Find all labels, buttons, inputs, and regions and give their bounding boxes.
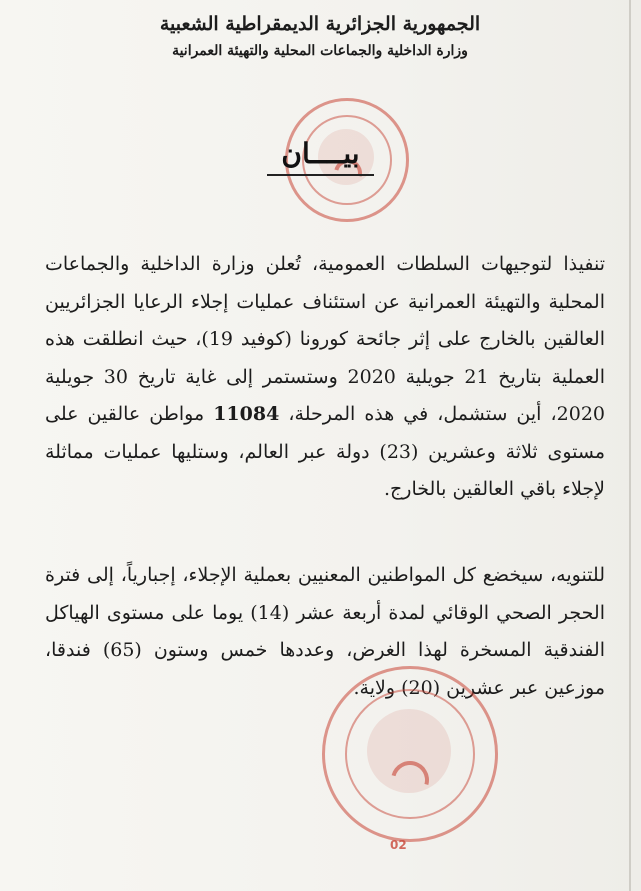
title-text: بيــــان (267, 137, 373, 176)
document-title (0, 137, 641, 170)
republic-name: الجمهورية الجزائرية الديمقراطية الشعبية (159, 13, 481, 35)
paragraph-1-part-2: مواطن عالقين على مستوى ثلاثة وعشرين (23) دولة عبر العالم، وستليها عمليات مماثلة لإجلاء باقي العالقين بالخارج. (45, 403, 606, 500)
paragraph-2: للتنويه، سيخضع كل المواطنين المعنيين بعملية الإجلاء، إجبارياً، إلى فترة الحجر الصحي الوقائي لمدة أربعة عشر (14) يوما على مستوى الهياكل الفندقية المسخرة لهذا الغرض، وعددها خمس وستون (65) فندقا، موزعين عبر عشرين (20) ولاية. (45, 564, 605, 699)
seal-number: 02 (390, 838, 407, 852)
official-seal-icon (322, 666, 498, 842)
stranded-count: 11084 (213, 403, 280, 425)
paragraph-1-part-1: تنفيذا لتوجيهات السلطات العمومية، تُعلن وزارة الداخلية والجماعات المحلية والتهيئة العمرانية عن استئناف عمليات إجلاء الرعايا الجزائريين العالقين بالخارج على إثر جائحة كورونا (كوفيد 19)، حيث انطلقت هذه العملية بتاريخ 21 جويلية 2020 وستستمر إلى غاية تاريخ 30 جويلية 2020، أين ستشمل، في هذه المرحلة، (45, 253, 606, 425)
letterhead (100, 10, 540, 62)
page-edge (629, 0, 631, 891)
ministry-name: وزارة الداخلية والجماعات المحلية والتهيئة العمرانية (172, 43, 468, 59)
paragraph-1 (45, 246, 605, 509)
